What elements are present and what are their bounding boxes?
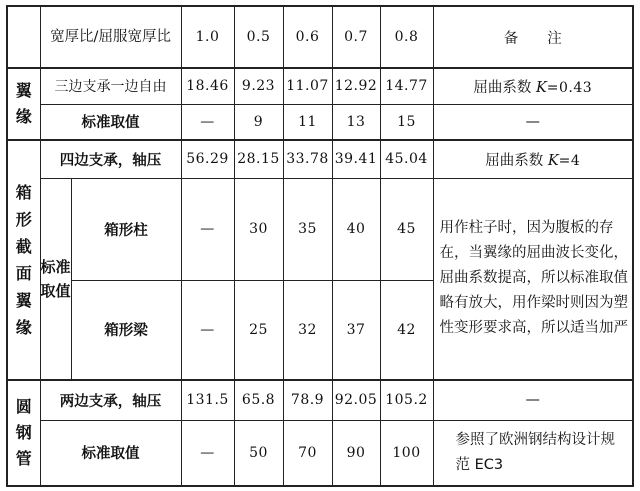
cell-value: 11.07	[283, 68, 332, 104]
note-text: 屈曲系数	[473, 79, 536, 96]
table-row	[7, 104, 633, 140]
cell-value: 33.78	[283, 140, 332, 178]
cell-value: 92.05	[332, 380, 380, 420]
cell-note-box: 用作柱子时，因为腹板的存在，当翼缘的屈曲波长变化，屈曲系数提高，所以标准取值略有放大，用作梁时则因为塑性变形要求高，所以适当加严	[433, 178, 633, 380]
table-row	[7, 178, 633, 280]
cell-value: 11	[283, 104, 332, 140]
row-label: 标准取值	[40, 420, 181, 486]
group-box-flange: 箱形截面翼缘	[7, 140, 40, 380]
cell-value: 30	[234, 178, 283, 280]
cell-value: 18.46	[181, 68, 234, 104]
cell-value: 12.92	[332, 68, 380, 104]
cell-value: 28.15	[234, 140, 283, 178]
row-label: 两边支承，轴压	[40, 380, 181, 420]
cell-note	[433, 68, 633, 104]
cell-value: 15	[380, 104, 433, 140]
table-row	[7, 380, 633, 420]
header-ratio-label: 宽厚比/屈服宽厚比	[40, 6, 181, 68]
cell-value: 25	[234, 280, 283, 380]
row-label: 三边支承一边自由	[40, 68, 181, 104]
cell-note: 参照了欧洲钢结构设计规范 EC3	[433, 420, 633, 486]
cell-value: —	[181, 104, 234, 140]
cell-value: 90	[332, 420, 380, 486]
cell-value: 14.77	[380, 68, 433, 104]
cell-value: 39.41	[332, 140, 380, 178]
header-blank	[7, 6, 40, 68]
cell-note: —	[433, 380, 633, 420]
cell-value: —	[181, 280, 234, 380]
note-value: =4	[558, 152, 581, 169]
row-label: 标准取值	[40, 104, 181, 140]
cell-value: 35	[283, 178, 332, 280]
row-label: 箱形梁	[71, 280, 181, 380]
cell-value: 45	[380, 178, 433, 280]
table-row	[7, 420, 633, 486]
cell-note: —	[433, 104, 633, 140]
cell-value: 37	[332, 280, 380, 380]
cell-value: 40	[332, 178, 380, 280]
header-row	[7, 6, 633, 68]
table-row	[7, 68, 633, 104]
header-ratio-2: 0.5	[234, 6, 283, 68]
cell-note	[433, 140, 633, 178]
note-value: =0.43	[546, 79, 593, 96]
group-flange: 翼缘	[7, 68, 40, 140]
header-ratio-1: 1.0	[181, 6, 234, 68]
header-ratio-4: 0.7	[332, 6, 380, 68]
cell-value: —	[181, 420, 234, 486]
row-label: 四边支承，轴压	[40, 140, 181, 178]
cell-value: 50	[234, 420, 283, 486]
note-symbol: K	[535, 79, 547, 96]
cell-value: 56.29	[181, 140, 234, 178]
group-round-pipe: 圆钢管	[7, 380, 40, 486]
cell-value: 9	[234, 104, 283, 140]
note-text: 屈曲系数	[485, 152, 548, 169]
cell-value: 105.2	[380, 380, 433, 420]
cell-value: —	[181, 178, 234, 280]
sub-group-standard: 标准取值	[40, 178, 71, 380]
cell-value: 100	[380, 420, 433, 486]
row-label: 箱形柱	[71, 178, 181, 280]
cell-value: 65.8	[234, 380, 283, 420]
note-symbol: K	[547, 152, 559, 169]
header-ratio-3: 0.6	[283, 6, 332, 68]
cell-value: 9.23	[234, 68, 283, 104]
cell-value: 13	[332, 104, 380, 140]
cell-value: 78.9	[283, 380, 332, 420]
cell-value: 32	[283, 280, 332, 380]
cell-value: 131.5	[181, 380, 234, 420]
header-remark: 备 注	[433, 6, 633, 68]
width-thickness-ratio-table	[6, 5, 634, 487]
cell-value: 45.04	[380, 140, 433, 178]
cell-value: 42	[380, 280, 433, 380]
table-row	[7, 140, 633, 178]
cell-value: 70	[283, 420, 332, 486]
header-ratio-5: 0.8	[380, 6, 433, 68]
